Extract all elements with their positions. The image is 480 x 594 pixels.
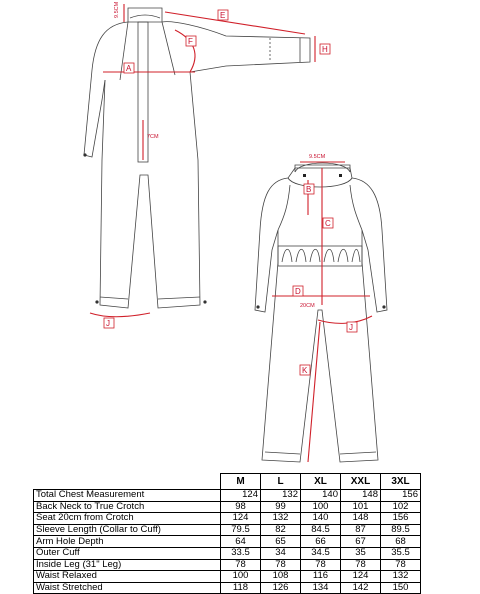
cell-value: 35.5 [381, 547, 421, 559]
label-h: H [322, 45, 328, 54]
row-label: Waist Stretched [34, 582, 221, 594]
cell-value: 134 [301, 582, 341, 594]
dim-7cm: 7CM [147, 134, 159, 140]
cell-value: 156 [381, 490, 421, 502]
size-header-l: L [261, 474, 301, 490]
front-view-measurements [90, 1, 330, 328]
header-blank-cell [34, 474, 221, 490]
label-b: B [306, 185, 312, 194]
row-label: Sleeve Length (Collar to Cuff) [34, 524, 221, 536]
cell-value: 64 [221, 536, 261, 548]
row-label: Inside Leg (31" Leg) [34, 559, 221, 571]
size-header-xl: XL [301, 474, 341, 490]
cell-value: 65 [261, 536, 301, 548]
label-f: F [188, 37, 193, 46]
cell-value: 108 [261, 571, 301, 583]
cell-value: 78 [341, 559, 381, 571]
cell-value: 66 [301, 536, 341, 548]
row-label: Outer Cuff [34, 547, 221, 559]
cell-value: 126 [261, 582, 301, 594]
dim-9-5cm-back: 9.5CM [309, 154, 326, 160]
size-chart-table [33, 473, 421, 594]
cell-value: 116 [301, 571, 341, 583]
label-j-front: J [106, 319, 110, 328]
table-row [34, 524, 421, 536]
label-j-back: J [349, 323, 353, 332]
cell-value: 101 [341, 501, 381, 513]
label-k: K [302, 366, 308, 375]
table-row [34, 571, 421, 583]
cell-value: 35 [341, 547, 381, 559]
size-header-m: M [221, 474, 261, 490]
row-label: Seat 20cm from Crotch [34, 513, 221, 525]
size-header-3xl: 3XL [381, 474, 421, 490]
cell-value: 132 [261, 490, 301, 502]
cell-value: 124 [221, 513, 261, 525]
label-d: D [295, 287, 301, 296]
table-row [34, 513, 421, 525]
label-a: A [126, 64, 132, 73]
cell-value: 124 [221, 490, 261, 502]
dim-20cm: 20CM [300, 303, 315, 309]
size-header-row [34, 474, 421, 490]
cell-value: 150 [381, 582, 421, 594]
table-row [34, 547, 421, 559]
cell-value: 34 [261, 547, 301, 559]
cell-value: 34.5 [301, 547, 341, 559]
size-header-xxl: XXL [341, 474, 381, 490]
cell-value: 68 [381, 536, 421, 548]
cell-value: 142 [341, 582, 381, 594]
cell-value: 100 [221, 571, 261, 583]
table-row [34, 582, 421, 594]
back-view-measurements [272, 154, 372, 462]
label-c: C [325, 219, 331, 228]
row-label: Back Neck to True Crotch [34, 501, 221, 513]
table-row [34, 490, 421, 502]
cell-value: 124 [341, 571, 381, 583]
cell-value: 148 [341, 490, 381, 502]
cell-value: 79.5 [221, 524, 261, 536]
cell-value: 140 [301, 490, 341, 502]
cell-value: 140 [301, 513, 341, 525]
cell-value: 82 [261, 524, 301, 536]
cell-value: 132 [261, 513, 301, 525]
cell-value: 78 [381, 559, 421, 571]
cell-value: 78 [261, 559, 301, 571]
cell-value: 156 [381, 513, 421, 525]
cell-value: 132 [381, 571, 421, 583]
cell-value: 84.5 [301, 524, 341, 536]
cell-value: 87 [341, 524, 381, 536]
cell-value: 118 [221, 582, 261, 594]
table-row [34, 559, 421, 571]
label-e: E [220, 11, 226, 20]
row-label: Total Chest Measurement [34, 490, 221, 502]
cell-value: 67 [341, 536, 381, 548]
table-row [34, 501, 421, 513]
cell-value: 100 [301, 501, 341, 513]
cell-value: 78 [301, 559, 341, 571]
table-row [34, 536, 421, 548]
front-view-garment [83, 8, 310, 308]
cell-value: 98 [221, 501, 261, 513]
cell-value: 99 [261, 501, 301, 513]
row-label: Arm Hole Depth [34, 536, 221, 548]
cell-value: 102 [381, 501, 421, 513]
cell-value: 148 [341, 513, 381, 525]
back-view-garment [255, 163, 387, 462]
row-label: Waist Relaxed [34, 571, 221, 583]
dim-9-5cm-front: 9.5CM [114, 1, 120, 18]
cell-value: 78 [221, 559, 261, 571]
cell-value: 33.5 [221, 547, 261, 559]
cell-value: 89.5 [381, 524, 421, 536]
